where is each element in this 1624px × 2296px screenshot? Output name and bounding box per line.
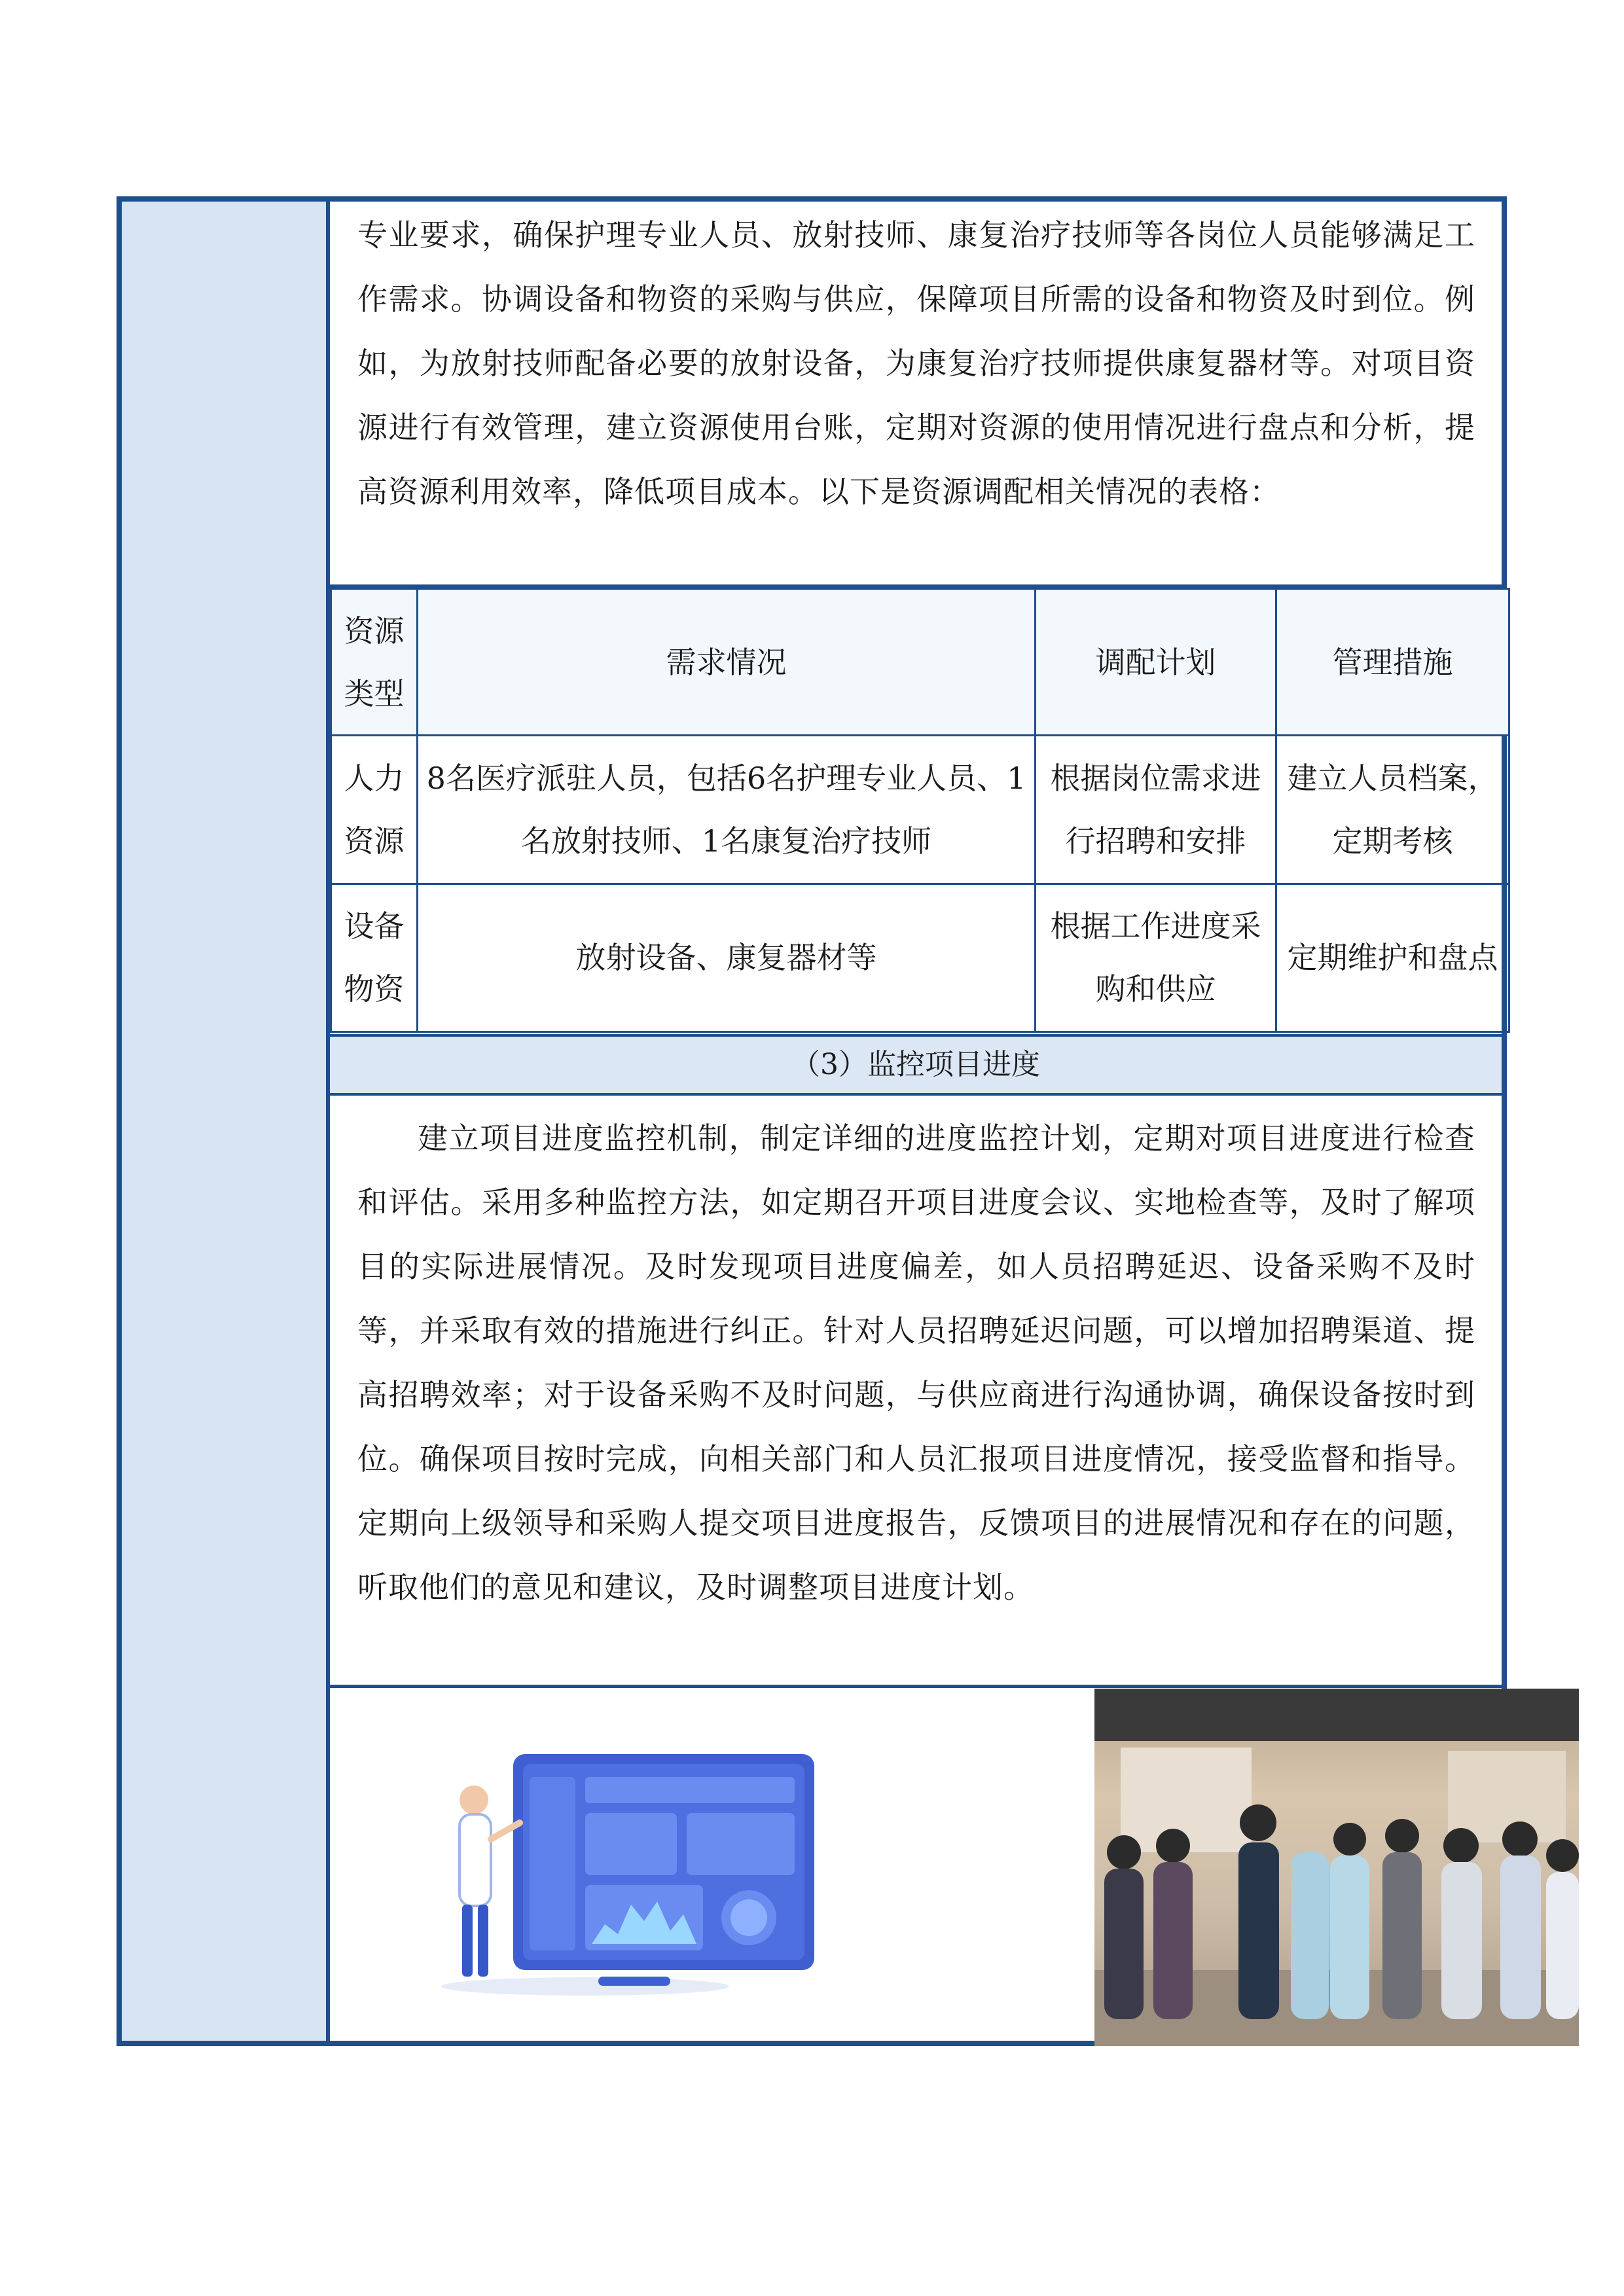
left-label-column [122,202,330,2041]
row-equipment-measure: 定期维护和盘点 [1276,884,1509,1031]
header-resource-type: 资源类型 [331,589,418,736]
row-human-type: 人力资源 [331,736,418,884]
table-row [331,884,1509,1031]
divider [330,1685,1502,1688]
team-meeting-photo [1094,1689,1579,2046]
intro-paragraph: 专业要求，确保护理专业人员、放射技师、康复治疗技师等各岗位人员能够满足工作需求。协调设备和物资的采购与供应，保障项目所需的设备和物资及时到位。例如，为放射技师配备必要的放射设备，为康复治疗技师提供康复器材等。对项目资源进行有效管理，建立资源使用台账，定期对资源的使用情况进行盘点和分析，提高资源利用效率，降低项目成本。以下是资源调配相关情况的表格： [357,217,1475,509]
image-row [330,1689,1502,2041]
row-equipment-type: 设备物资 [331,884,418,1031]
content-column [330,202,1502,2041]
section-title: （3）监控项目进度 [330,1034,1502,1096]
row-human-demand: 8名医疗派驻人员，包括6名护理专业人员、1名放射技师、1名康复治疗技师 [418,736,1036,884]
document-frame [117,196,1507,2046]
header-plan: 调配计划 [1036,589,1276,736]
table-header-row [331,589,1509,736]
monitor-paragraph: 建立项目进度监控机制，制定详细的进度监控计划，定期对项目进度进行检查和评估。采用多种监控方法，如定期召开项目进度会议、实地检查等，及时了解项目的实际进展情况。及时发现项目进度偏差，如人员招聘延迟、设备采购不及时等，并采取有效的措施进行纠正。针对人员招聘延迟问题，可以增加招聘渠道、提高招聘效率；对于设备采购不及时问题，与供应商进行沟通协调，确保设备按时到位。确保项目按时完成，向相关部门和人员汇报项目进度情况，接受监督和指导。定期向上级领导和采购人提交项目进度报告，反馈项目的进展情况和存在的问题，听取他们的意见和建议，及时调整项目进度计划。 [357,1121,1475,1605]
table-row [331,736,1509,884]
row-equipment-plan: 根据工作进度采购和供应 [1036,884,1276,1031]
header-demand: 需求情况 [418,589,1036,736]
header-measure: 管理措施 [1276,589,1509,736]
dashboard-illustration [389,1715,886,2016]
resource-table [330,588,1510,1033]
row-human-plan: 根据岗位需求进行招聘和安排 [1036,736,1276,884]
row-human-measure: 建立人员档案，定期考核 [1276,736,1509,884]
row-equipment-demand: 放射设备、康复器材等 [418,884,1036,1031]
